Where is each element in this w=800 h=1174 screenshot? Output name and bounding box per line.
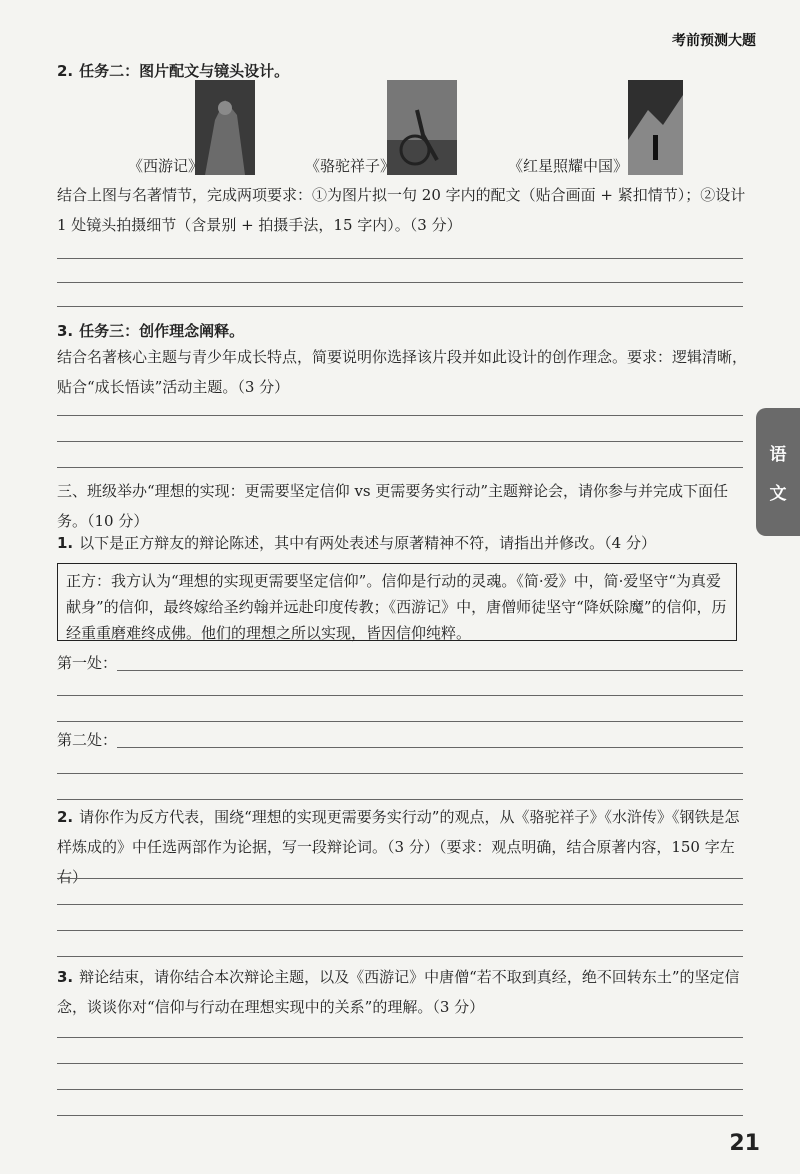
q3-number: 3. (57, 968, 74, 986)
answer-line (57, 904, 743, 905)
subject-side-tab (756, 408, 800, 536)
section3-intro: 三、班级举办“理想的实现：更需要坚定信仰 vs 更需要务实行动”主题辩论会，请你参与并完成下面任务。（10 分） (57, 482, 729, 530)
q2-text: 请你作为反方代表，围绕“理想的实现更需要务实行动”的观点，从《骆驼祥子》《水浒传》《钢铁是怎样炼成的》中任选两部作为论据，写一段辩论词。（3 分）（要求：观点明确，结合原著内容，150 字左右） (57, 808, 740, 886)
page-number: 21 (729, 1131, 760, 1156)
answer-line (57, 1089, 743, 1090)
q2-number: 2. (57, 808, 74, 826)
answer-line (57, 799, 743, 800)
caption-xiyouji: 《西游记》 (128, 157, 204, 175)
affirmative-statement-box: 正方：我方认为“理想的实现更需要坚定信仰”。信仰是行动的灵魂。《简·爱》中，简·爱坚守“为真爱献身”的信仰，最终嫁给圣约翰并远赴印度传教；《西游记》中，唐僧师徒坚守“降妖除魔”的信仰，历经重重磨难终成佛。他们的理想之所以实现，皆因信仰纯粹。 (57, 563, 737, 641)
side-tab-char: 文 (769, 484, 787, 504)
answer-line (57, 441, 743, 442)
answer-line (57, 721, 743, 722)
answer-line (57, 282, 743, 283)
first-error-label: 第一处： (57, 654, 118, 672)
q3-block (57, 962, 747, 1022)
task3-instructions: 结合名著核心主题与青少年成长特点，简要说明你选择该片段并如此设计的创作理念。要求：逻辑清晰，贴合“成长悟读”活动主题。（3 分） (57, 348, 748, 396)
caption-hongxing: 《红星照耀中国》 (508, 157, 629, 175)
second-error-label: 第二处： (57, 731, 118, 749)
luotuoxiangzi-image (387, 80, 457, 175)
q1-number: 1. (57, 534, 74, 552)
task2-number: 2. (57, 62, 74, 80)
answer-line (57, 773, 743, 774)
hongxing-image (628, 80, 683, 175)
answer-line (117, 747, 743, 748)
answer-line (57, 956, 743, 957)
q1-heading (57, 528, 747, 558)
xiyouji-image (195, 80, 255, 175)
task2-instructions: 结合上图与名著情节，完成两项要求：①为图片拟一句 20 字内的配文（贴合画面 + 紧扣情节）；②设计 1 处镜头拍摄细节（含景别 + 拍摄手法，15 字内）。（3 分） (57, 186, 746, 234)
q1-text: 以下是正方辩友的辩论陈述，其中有两处表述与原著精神不符，请指出并修改。（4 分） (79, 534, 656, 552)
answer-line (57, 1037, 743, 1038)
answer-line (57, 1063, 743, 1064)
page-header: 考前预测大题 (672, 33, 756, 49)
caption-luotuoxiangzi: 《骆驼祥子》 (305, 157, 396, 175)
answer-line (57, 415, 743, 416)
answer-line (57, 1115, 743, 1116)
answer-line (57, 930, 743, 931)
q3-text: 辩论结束，请你结合本次辩论主题，以及《西游记》中唐僧“若不取到真经，绝不回转东土”的坚定信念，谈谈你对“信仰与行动在理想实现中的关系”的理解。（3 分） (57, 968, 740, 1016)
answer-line (57, 467, 743, 468)
task3-title: 任务三：创作理念阐释。 (79, 322, 245, 340)
answer-line (57, 258, 743, 259)
answer-line (57, 306, 743, 307)
task2-title: 任务二：图片配文与镜头设计。 (79, 62, 290, 80)
answer-line (57, 878, 743, 879)
task3-number: 3. (57, 322, 74, 340)
answer-line (57, 695, 743, 696)
answer-line (117, 670, 743, 671)
side-tab-char: 语 (769, 445, 787, 465)
